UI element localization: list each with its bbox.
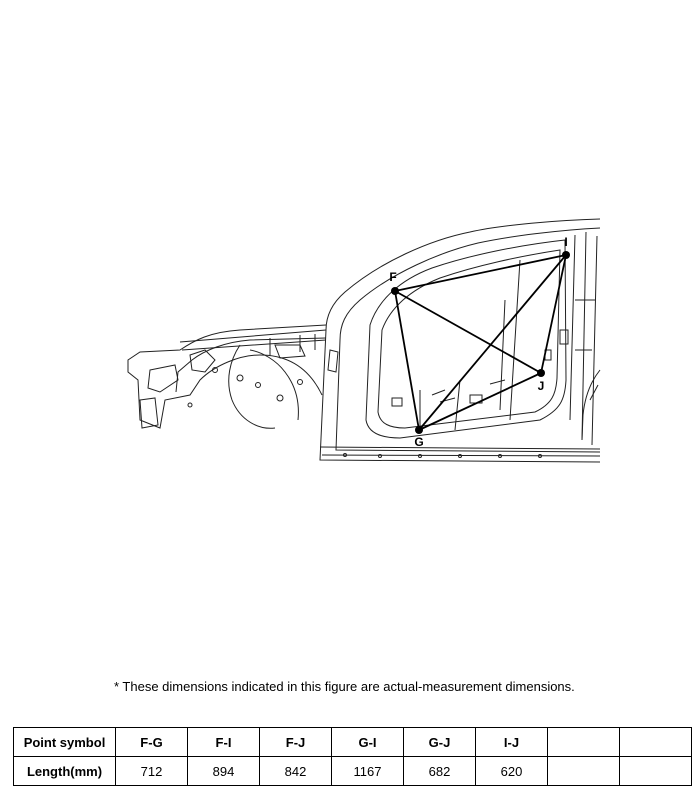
length-cell: 620 <box>476 757 548 786</box>
measurement-point-i <box>562 251 570 259</box>
body-outline <box>128 219 600 462</box>
point-label-g: G <box>414 435 424 449</box>
symbol-cell: I-J <box>476 728 548 757</box>
length-cell <box>548 757 620 786</box>
measurement-line-g-j <box>419 373 541 430</box>
length-cell: 1167 <box>332 757 404 786</box>
measurement-point-g <box>415 426 423 434</box>
length-cell: 682 <box>404 757 476 786</box>
length-cell: 842 <box>260 757 332 786</box>
length-cell <box>620 757 692 786</box>
symbol-cell: F-G <box>116 728 188 757</box>
length-row <box>14 757 692 786</box>
length-header: Length(mm) <box>14 757 116 786</box>
symbol-cell: F-J <box>260 728 332 757</box>
measurement-line-f-j <box>395 291 541 373</box>
symbol-cell <box>620 728 692 757</box>
measurement-note: * These dimensions indicated in this figure are actual-measurement dimensions. <box>114 679 575 694</box>
symbol-cell: G-J <box>404 728 476 757</box>
symbol-cell <box>548 728 620 757</box>
point-symbol-row <box>14 728 692 757</box>
measurement-line-i-j <box>541 255 566 373</box>
measurement-point-j <box>537 369 545 377</box>
point-label-j: J <box>537 379 545 393</box>
measurement-lines <box>395 255 566 430</box>
dimension-table <box>13 727 692 786</box>
measurement-line-f-g <box>395 291 419 430</box>
point-label-f: F <box>389 270 397 284</box>
point-label-i: I <box>564 235 568 249</box>
symbol-cell: G-I <box>332 728 404 757</box>
symbol-cell: F-I <box>188 728 260 757</box>
measurement-point-f <box>391 287 399 295</box>
length-cell: 712 <box>116 757 188 786</box>
point-symbol-header: Point symbol <box>14 728 116 757</box>
length-cell: 894 <box>188 757 260 786</box>
